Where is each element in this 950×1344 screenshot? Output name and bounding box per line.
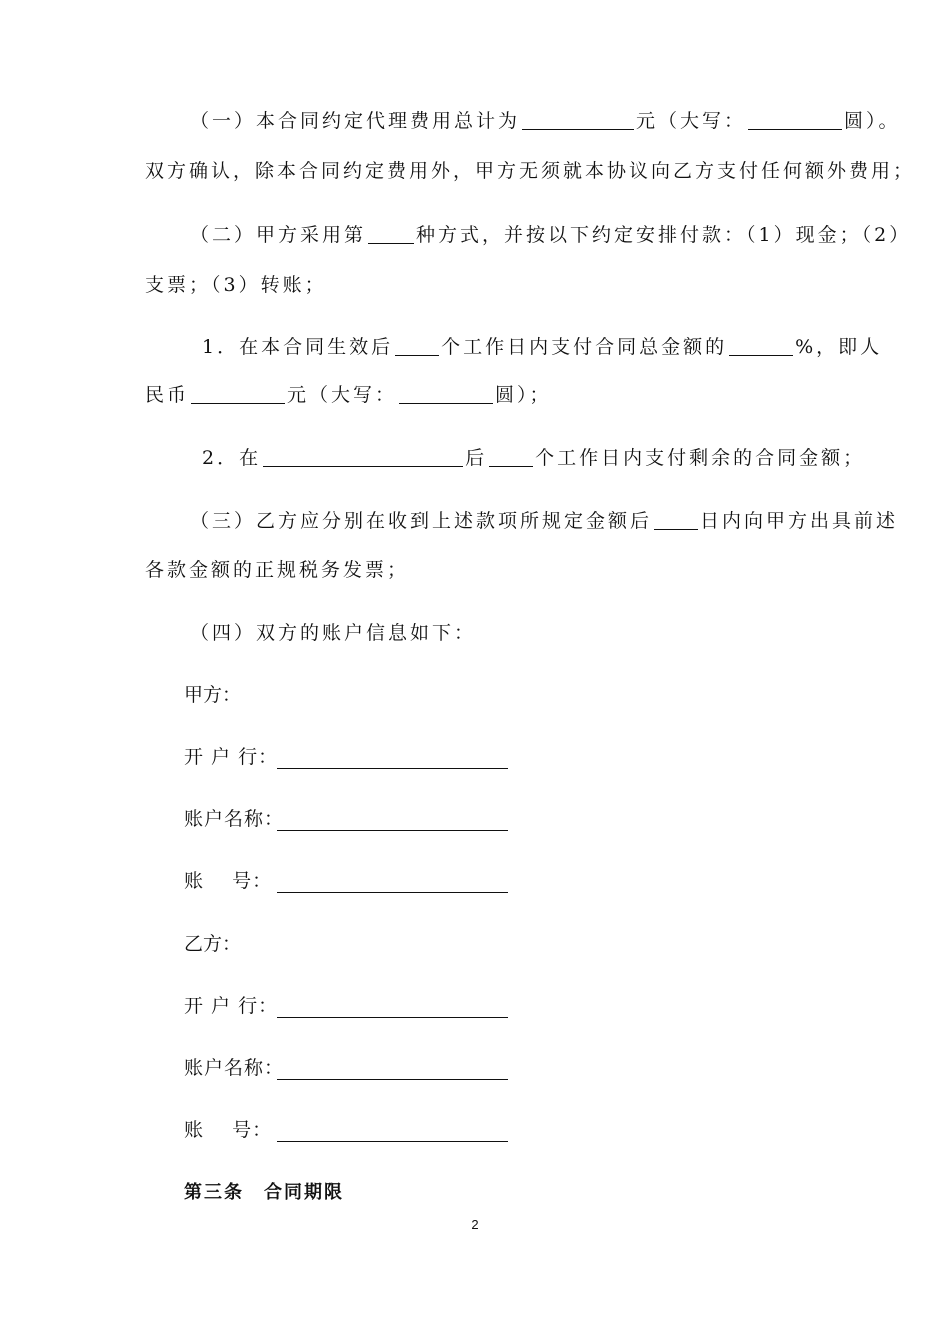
first-payment-yuan-suffix: 圆）； bbox=[495, 384, 552, 406]
party-a-name-blank bbox=[277, 830, 508, 831]
remaining-payment-after: 后 bbox=[465, 447, 488, 469]
first-payment-uppercase-blank bbox=[399, 383, 493, 404]
remaining-payment-condition-blank bbox=[263, 446, 463, 467]
payment-method-text: （二）甲方采用第 bbox=[190, 224, 367, 246]
first-payment-amount-blank bbox=[191, 383, 285, 404]
first-payment-text: 1．在本合同生效后 bbox=[202, 336, 394, 358]
payment-method-line bbox=[190, 222, 911, 248]
first-payment-uppercase-label: 元（大写： bbox=[287, 384, 398, 406]
fee-amount-blank bbox=[522, 109, 634, 130]
remaining-payment-line bbox=[202, 445, 865, 471]
party-a-account-blank bbox=[277, 892, 508, 893]
party-b-name-label: 账户名称： bbox=[184, 1057, 285, 1079]
party-a-name-label: 账户名称： bbox=[184, 808, 285, 830]
first-payment-percent-blank bbox=[729, 335, 793, 356]
account-info-text: （四）双方的账户信息如下： bbox=[190, 622, 477, 644]
account-info-intro bbox=[190, 620, 476, 646]
party-b-account-blank bbox=[277, 1141, 508, 1142]
remaining-payment-prefix: 2．在 bbox=[202, 447, 262, 469]
party-a-bank-blank bbox=[277, 768, 508, 769]
party-b-bank-label: 开 户 行： bbox=[184, 995, 279, 1017]
payment-method-blank bbox=[368, 223, 414, 244]
fee-uppercase-blank bbox=[748, 109, 842, 130]
party-b-account-label: 账 号： bbox=[184, 1119, 273, 1141]
invoice-text-cont: 日内向甲方出具前述 bbox=[700, 510, 899, 532]
no-extra-fee-text: 双方确认，除本合同约定费用外，甲方无须就本协议向乙方支付任何额外费用； bbox=[145, 160, 916, 182]
party-a-bank-label: 开 户 行： bbox=[184, 746, 279, 768]
party-b-title: 乙方： bbox=[184, 933, 242, 955]
fee-total-line bbox=[190, 108, 901, 134]
invoice-line bbox=[190, 508, 898, 534]
first-payment-amount-line bbox=[145, 382, 552, 408]
party-b-bank-blank bbox=[277, 1017, 508, 1018]
remaining-payment-text: 个工作日内支付剩余的合同金额； bbox=[535, 447, 866, 469]
payment-options-line bbox=[145, 272, 327, 298]
fee-yuan-suffix: 圆）。 bbox=[844, 110, 901, 132]
party-a-title: 甲方： bbox=[184, 684, 242, 706]
remaining-payment-days-blank bbox=[489, 446, 533, 467]
no-extra-fee-line bbox=[145, 158, 915, 184]
section-heading-term: 第三条 合同期限 bbox=[184, 1182, 344, 1203]
invoice-days-blank bbox=[654, 509, 698, 530]
payment-options-text: 种方式，并按以下约定安排付款：（1）现金；（2） bbox=[416, 224, 912, 246]
first-payment-percent-suffix: %，即人 bbox=[795, 336, 883, 358]
fee-uppercase-label: 元（大写： bbox=[636, 110, 747, 132]
fee-total-text: （一）本合同约定代理费用总计为 bbox=[190, 110, 521, 132]
invoice-text-end: 各款金额的正规税务发票； bbox=[145, 559, 410, 581]
rmb-label: 民币 bbox=[145, 384, 190, 406]
party-b-name-blank bbox=[277, 1079, 508, 1080]
party-a-account-label: 账 号： bbox=[184, 870, 273, 892]
page-number: 2 bbox=[471, 1217, 479, 1232]
first-payment-percent-text: 个工作日内支付合同总金额的 bbox=[441, 336, 728, 358]
first-payment-days-blank bbox=[395, 335, 439, 356]
invoice-line-2 bbox=[145, 557, 409, 583]
first-payment-line bbox=[202, 334, 882, 360]
invoice-text: （三）乙方应分别在收到上述款项所规定金额后 bbox=[190, 510, 653, 532]
payment-options-cont: 支票；（3）转账； bbox=[145, 274, 327, 296]
